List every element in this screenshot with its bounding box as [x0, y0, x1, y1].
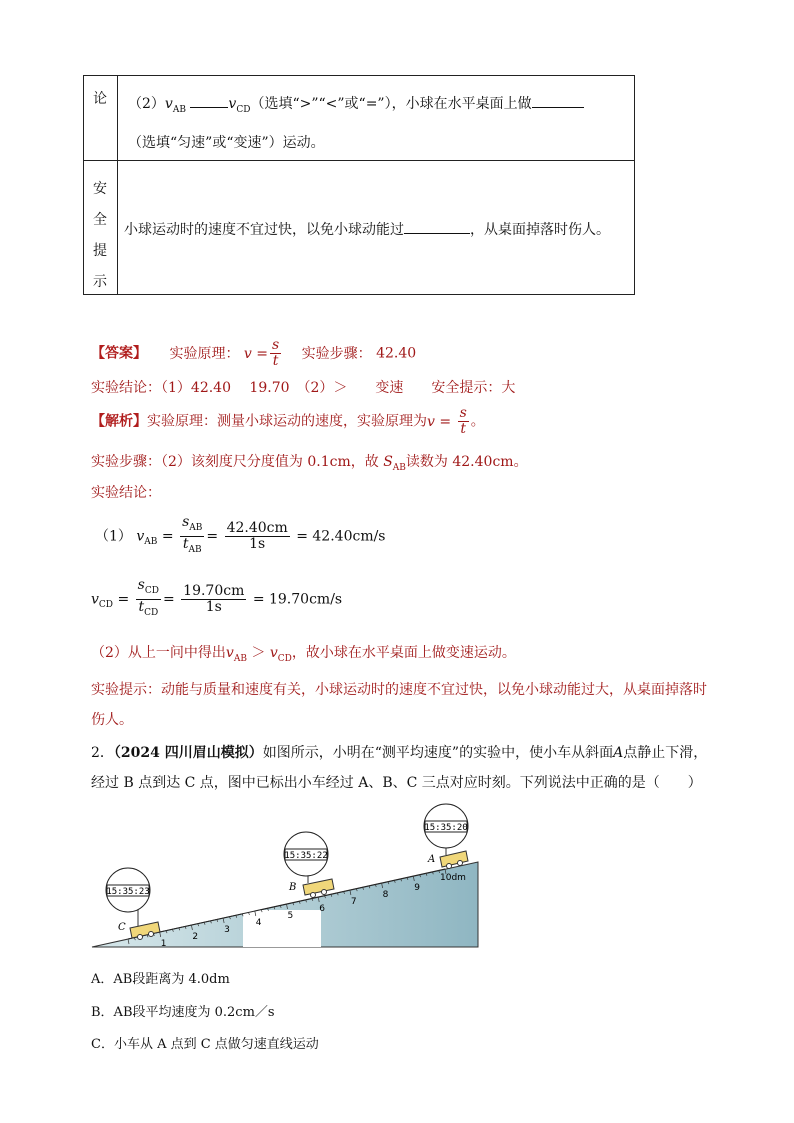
eq2-lhs-sub: CD: [98, 600, 114, 611]
ruler-tick-label: 8: [382, 890, 389, 900]
formula-num: s: [272, 337, 280, 353]
analysis-tip-line2: 伤人。: [91, 712, 133, 728]
eq1-num2: 42.40cm: [226, 519, 288, 536]
clock-c: [106, 868, 150, 912]
ruler-tick-label: 9: [414, 883, 421, 893]
answer-tag: 【答案】: [91, 345, 147, 362]
eq2-num2: 19.70cm: [183, 582, 245, 599]
part2-pre: （2）从上一问中得出: [91, 645, 226, 661]
question-source: （2024 四川眉山模拟）: [113, 745, 263, 761]
row2-label: [93, 174, 109, 298]
eq1-lhs: v: [136, 528, 145, 545]
row2-label-char: 全: [93, 212, 107, 228]
row1-mid: （选填“>”“<”或“=”），小球在水平桌面上做: [250, 96, 532, 112]
answer-steps-label: 实验步骤：: [301, 345, 372, 362]
eq1-num1: s: [182, 514, 190, 530]
analysis-tip-line1: 实验提示：动能与质量和速度有关，小球运动时的速度不宜过快，以免小球动能过大，从桌面掉落时: [91, 682, 707, 698]
option-a[interactable]: A．AB段距离为 4.0dm: [91, 972, 230, 987]
ruler-tick-label: 4: [255, 918, 262, 928]
row2-label-char: 示: [93, 274, 107, 290]
clock-c-time: 15:35:23: [106, 887, 150, 897]
label-c: C: [118, 922, 126, 933]
answer-blank-energy[interactable]: [404, 219, 470, 234]
eq2-fraction-numeric: [181, 584, 246, 615]
eq1-result: = 42.40cm/s: [296, 528, 386, 545]
question-line1-end: 点静止下滑，: [623, 745, 708, 761]
question-point-a: A: [613, 745, 624, 761]
analysis-steps: [91, 451, 528, 473]
eq1-lhs-sub: AB: [144, 537, 158, 548]
answer-steps-value: 42.40: [376, 345, 417, 362]
table-row-divider: [84, 160, 634, 161]
eq2-lhs: v: [91, 591, 99, 608]
formula-fraction: [270, 338, 281, 369]
part2-post: ，故小球在水平桌面上做变速运动。: [291, 645, 516, 661]
analysis-part2: （2）从上一问中得出$v_{AB} > v_{CD}$，故小球在水平桌面上做变速运动。: [91, 645, 516, 664]
eq2-num1: s: [137, 577, 145, 593]
analysis-formula-den: t: [460, 421, 466, 437]
var-vcd: v: [228, 96, 237, 112]
var-vcd-sub: CD: [236, 104, 251, 115]
row1-line1: [128, 93, 584, 115]
row2-label-char: 提: [93, 243, 107, 259]
eq2-den1-sub: CD: [144, 607, 159, 618]
analysis-principle-text: 实验原理：测量小球运动的速度，实验原理为: [147, 413, 427, 430]
eq2-num1-sub: CD: [144, 585, 159, 596]
eq2-den2: 1s: [205, 598, 222, 615]
ruler-tick-label: 1: [160, 939, 167, 949]
analysis-steps-var: S: [383, 454, 393, 470]
eq1-fraction-symbolic: [180, 515, 204, 558]
analysis-steps-pre: 实验步骤：（2）该刻度尺分度值为 0.1cm，故: [91, 454, 379, 470]
eq1-num1-sub: AB: [189, 522, 203, 533]
formula-den: t: [272, 353, 279, 369]
formula-eq: =: [256, 345, 269, 362]
ruler-tick-label: 7: [350, 897, 357, 907]
analysis-formula-v: v: [427, 413, 435, 430]
answer-line: [91, 338, 416, 369]
question-line2: 经过 B 点到达 C 点，图中已标出小车经过 A、B、C 三点对应时刻。下列说法中正确的是（ ）: [91, 775, 702, 791]
equation-vcd: $v_{CD}$ = $\frac{s_{CD}}{t_{CD}}$ = $\frac{19.70cm}{1s}$ = 19.70cm/s: [91, 578, 342, 621]
ruler-tick-label: 5: [287, 911, 294, 921]
eq1-den2: 1s: [249, 535, 266, 552]
part2-mid: ＞: [251, 645, 266, 661]
ruler-tick-label: 2: [192, 932, 199, 942]
answer-formula: [243, 337, 283, 369]
answer-principle-label: 实验原理：: [169, 345, 240, 362]
eq2-result: = 19.70cm/s: [252, 591, 343, 608]
table-column-divider: [117, 76, 118, 294]
analysis-principle-end: 。: [470, 413, 485, 430]
equation-vab: （1） $v_{AB}$ = $\frac{s_{AB}}{t_{AB}}$ = $\frac{42.40cm}{1s}$ = 42.40cm/s: [95, 515, 386, 558]
eq1-fraction-numeric: [225, 521, 290, 552]
question-line1-text: 如图所示，小明在“测平均速度”的实验中，使小车从斜面: [262, 745, 614, 761]
answer-blank-compare[interactable]: [190, 93, 228, 108]
option-b[interactable]: B．AB段平均速度为 0.2cm／s: [91, 1005, 275, 1020]
ruler-tick-label: 6: [319, 904, 325, 914]
answer-conclusion: 实验结论：（1）42.40 19.70 （2）＞ 变速 安全提示：大: [91, 380, 516, 396]
unit-label: 10dm: [440, 873, 466, 883]
analysis-principle: 【解析】实验原理：测量小球运动的速度，实验原理为v = $\frac{s}{t}$ 。: [91, 405, 485, 437]
answer-blank-motion[interactable]: [532, 93, 584, 108]
experiment-table: [83, 75, 635, 295]
eq2-fraction-symbolic: [136, 578, 161, 621]
var-vab: v: [164, 96, 173, 112]
analysis-formula-num: s: [459, 405, 467, 421]
row2-text: [124, 219, 610, 239]
formula-v: v: [243, 345, 252, 362]
row2-text-post: ，从桌面掉落时伤人。: [470, 222, 610, 238]
row1-line2: （选填“匀速”或“变速”）运动。: [128, 135, 325, 151]
analysis-conclusion-label: 实验结论：: [91, 485, 161, 501]
option-c[interactable]: C．小车从 A 点到 C 点做匀速直线运动: [91, 1037, 319, 1052]
clock-b: [284, 832, 328, 876]
var-vab-sub: AB: [172, 104, 186, 115]
eq1-den1-sub: AB: [188, 544, 202, 555]
analysis-tag: 【解析】: [91, 413, 147, 430]
analysis-formula-fraction: [458, 406, 469, 437]
row1-label: 论: [93, 91, 107, 107]
row1-prefix: （2）: [128, 96, 165, 112]
clock-a: [424, 804, 468, 848]
analysis-steps-var-sub: AB: [392, 462, 406, 473]
ruler-tick-label: 3: [224, 925, 230, 935]
eq2-den1: t: [138, 598, 145, 615]
question-line1: [91, 742, 707, 762]
clock-a-time: 15:35:20: [424, 823, 468, 833]
label-b: B: [289, 882, 297, 893]
row2-text-pre: 小球运动时的速度不宜过快，以免小球动能过: [124, 222, 404, 238]
clock-b-time: 15:35:22: [284, 851, 328, 861]
row2-label-char: 安: [93, 181, 107, 197]
analysis-steps-post: 读数为 42.40cm。: [405, 454, 528, 470]
eq1-den1: t: [182, 535, 189, 552]
ramp-highlight: [243, 910, 321, 947]
label-a: A: [428, 854, 436, 865]
eq1-prefix: （1）: [95, 528, 132, 545]
question-number: 2．: [91, 745, 114, 761]
incline-figure: [88, 800, 483, 952]
